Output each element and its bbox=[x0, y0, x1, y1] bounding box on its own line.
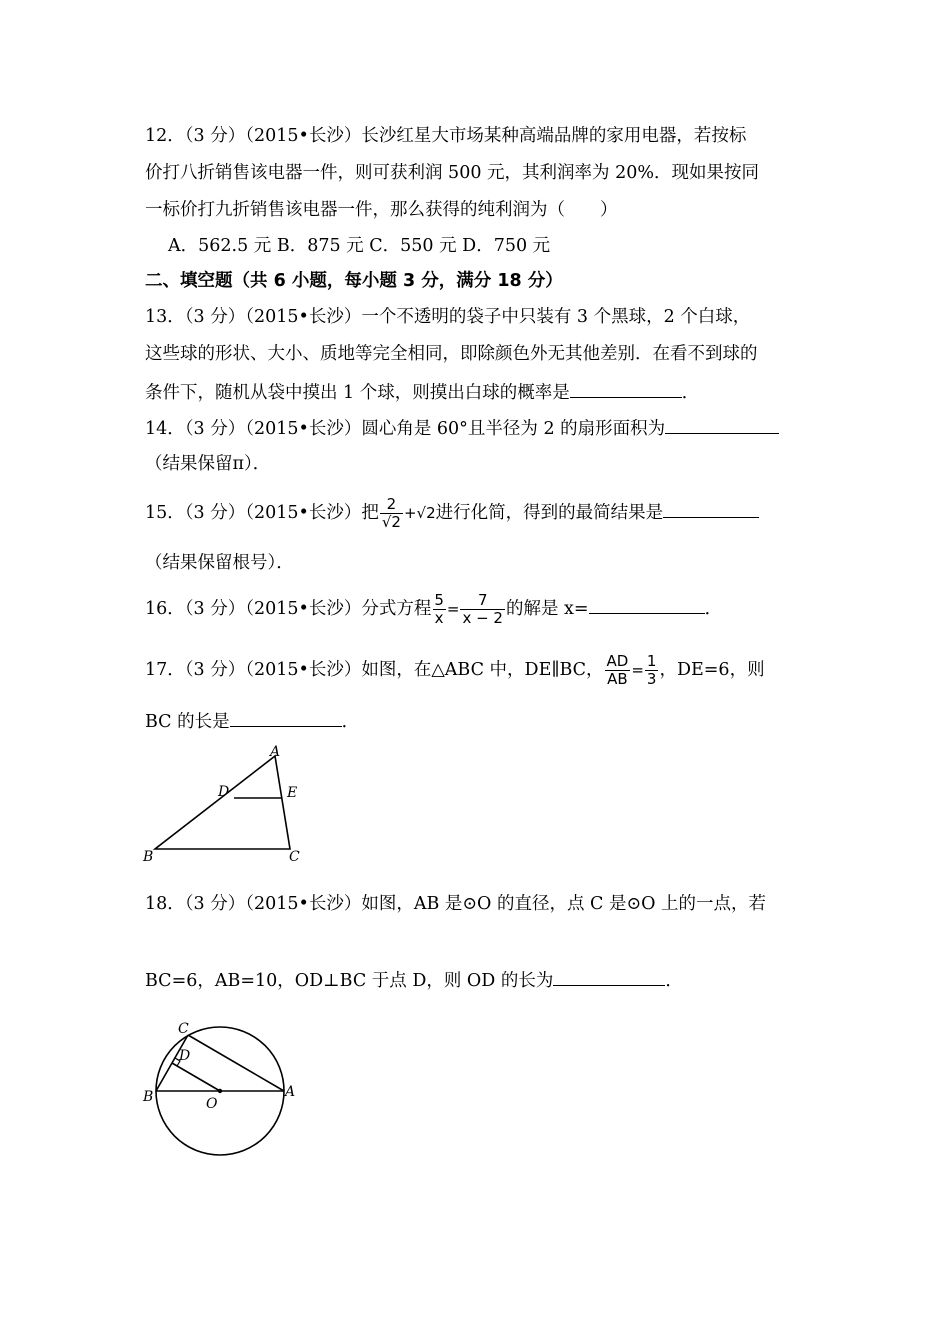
q14-line1-text: 14．（3 分）（2015•长沙）圆心角是 60°且半径为 2 的扇形面积为 bbox=[145, 419, 666, 439]
chord-ca bbox=[188, 1035, 284, 1091]
q16-frac2-num: 7 bbox=[477, 591, 488, 609]
q12-line1: 12．（3 分）（2015•长沙）长沙红星大市场某种高端品牌的家用电器，若按标 bbox=[145, 126, 747, 146]
label-c: C bbox=[289, 849, 300, 865]
q18-line1: 18．（3 分）（2015•长沙）如图，AB 是⊙O 的直径，点 C 是⊙O 上的一点，若 bbox=[145, 894, 767, 914]
label-e: E bbox=[287, 785, 298, 801]
center-point bbox=[218, 1089, 222, 1093]
q17-end: ． bbox=[341, 712, 360, 732]
q13-line3-text: 条件下，随机从袋中摸出 1 个球，则摸出白球的概率是 bbox=[145, 383, 570, 403]
label-c: C bbox=[178, 1021, 189, 1037]
label-b: B bbox=[143, 849, 154, 865]
q12-line2: 价打八折销售该电器一件，则可获利润 500 元，其利润率为 20%．现如果按同 bbox=[145, 163, 759, 183]
segment-od bbox=[172, 1063, 220, 1091]
q15-answer-blank[interactable] bbox=[663, 499, 759, 518]
q14-line2: （结果保留π）． bbox=[145, 454, 271, 474]
q18-circle-figure bbox=[140, 1015, 305, 1160]
q17-prefix: 17．（3 分）（2015•长沙）如图，在△ABC 中，DE∥BC， bbox=[145, 660, 604, 680]
q17-answer-blank[interactable] bbox=[230, 708, 342, 727]
q17-triangle-figure bbox=[140, 742, 315, 867]
q17-line1 bbox=[145, 653, 765, 688]
q12-line3: 一标价打九折销售该电器一件，那么获得的纯利润为（ ） bbox=[145, 200, 618, 220]
q17-frac1-num: AD bbox=[606, 652, 629, 670]
q18-line2-text: BC=6，AB=10，OD⊥BC 于点 D，则 OD 的长为 bbox=[145, 971, 554, 991]
q18-end: ． bbox=[665, 971, 683, 991]
q17-frac2-num: 1 bbox=[646, 652, 657, 670]
q15-frac-den: √2 bbox=[381, 513, 401, 531]
q13-line3 bbox=[145, 379, 699, 405]
q16-fraction-left bbox=[432, 592, 446, 627]
q17-line2-text: BC 的长是 bbox=[145, 712, 230, 732]
q15-prefix: 15．（3 分）（2015•长沙）把 bbox=[145, 503, 379, 523]
q16-fraction-right bbox=[460, 592, 505, 627]
q15-frac-num: 2 bbox=[386, 495, 397, 513]
q17-frac2-den: 3 bbox=[646, 670, 657, 688]
q17-fraction-ratio bbox=[605, 653, 631, 688]
q17-fraction-value bbox=[645, 653, 659, 688]
q14-line1 bbox=[145, 415, 779, 441]
label-a: A bbox=[270, 744, 281, 760]
q13-end: ． bbox=[681, 383, 700, 403]
q15-line2: （结果保留根号）． bbox=[145, 553, 294, 573]
q16-suffix: 的解是 x= bbox=[505, 599, 589, 619]
q16-end: ． bbox=[704, 599, 723, 619]
q12-options: A．562.5 元 B．875 元 C．550 元 D．750 元 bbox=[168, 236, 551, 256]
q13-answer-blank[interactable] bbox=[570, 379, 682, 398]
q17-frac1-den: AB bbox=[607, 670, 628, 688]
q14-answer-blank[interactable] bbox=[665, 415, 779, 434]
section2-heading: 二、填空题（共 6 小题，每小题 3 分，满分 18 分） bbox=[145, 271, 563, 291]
q17-suffix: ，DE=6，则 bbox=[659, 660, 765, 680]
q16-prefix: 16．（3 分）（2015•长沙）分式方程 bbox=[145, 599, 432, 619]
q16-frac1-den: x bbox=[434, 609, 444, 627]
label-d: D bbox=[179, 1048, 191, 1064]
label-a: A bbox=[285, 1084, 296, 1100]
label-b: B bbox=[143, 1089, 154, 1105]
q16-line1 bbox=[145, 592, 722, 627]
q16-equals: = bbox=[446, 600, 460, 618]
label-d: D bbox=[218, 784, 230, 800]
q15-fraction bbox=[380, 496, 403, 531]
triangle-abc bbox=[155, 756, 290, 849]
q15-line1 bbox=[145, 496, 759, 531]
q18-answer-blank[interactable] bbox=[553, 967, 665, 986]
q18-line2 bbox=[145, 967, 683, 993]
q13-line2: 这些球的形状、大小、质地等完全相同，即除颜色外无其他差别．在看不到球的 bbox=[145, 344, 758, 364]
q16-answer-blank[interactable] bbox=[589, 595, 705, 614]
q13-line1: 13．（3 分）（2015•长沙）一个不透明的袋子中只装有 3 个黑球，2 个白球， bbox=[145, 307, 751, 327]
q15-suffix: 进行化简，得到的最简结果是 bbox=[435, 503, 664, 523]
q17-line2 bbox=[145, 708, 359, 734]
q16-frac2-den: x − 2 bbox=[462, 609, 503, 627]
label-o: O bbox=[206, 1096, 218, 1112]
q16-frac1-num: 5 bbox=[434, 591, 444, 609]
q17-equals: = bbox=[631, 661, 644, 679]
q15-plus-sqrt: +√2 bbox=[403, 504, 436, 522]
